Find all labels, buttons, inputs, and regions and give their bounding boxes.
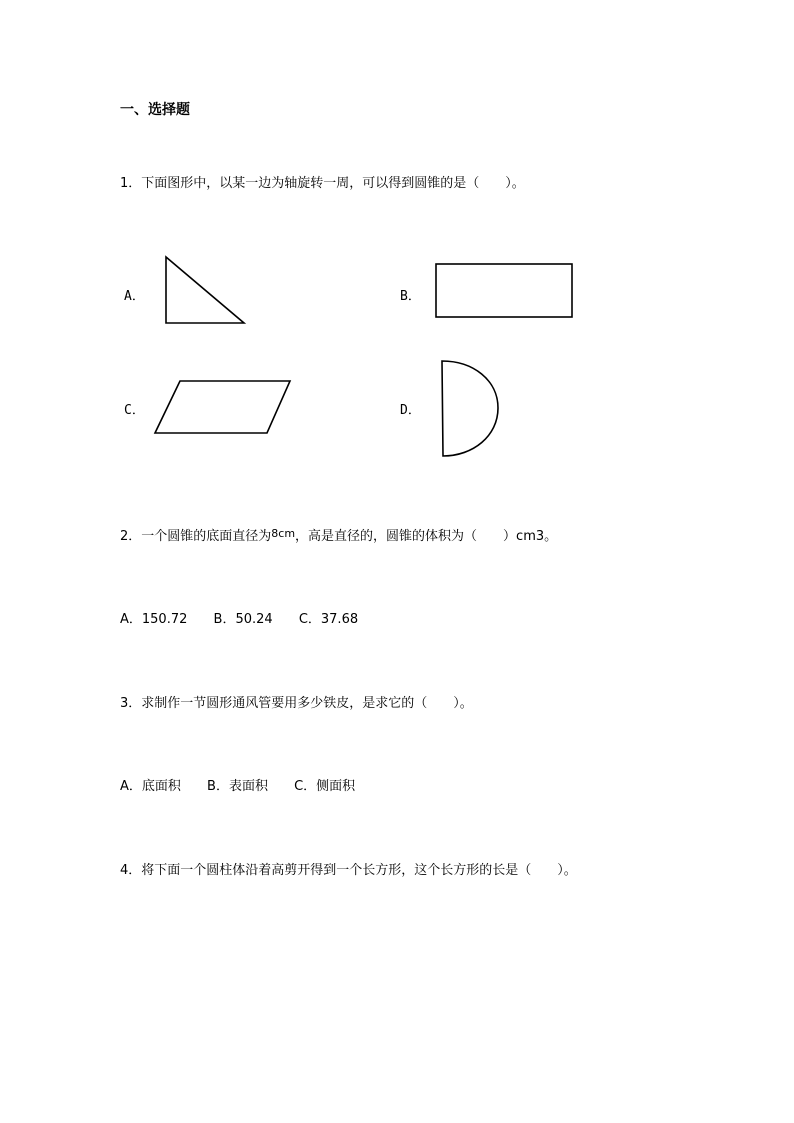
question-1-text: 1．下面图形中，以某一边为轴旋转一周，可以得到圆锥的是（ ）。 (120, 176, 525, 191)
q2-option-c: C．37.68 (298, 612, 359, 627)
q1-option-c-label: C． (124, 403, 145, 418)
q3-option-b: B．表面积 (207, 779, 268, 794)
q3-option-c: C．侧面积 (294, 779, 356, 794)
section-title: 一、选择题 (120, 102, 190, 118)
right-triangle-icon (160, 252, 250, 328)
q3-option-a: A．底面积 (120, 779, 181, 794)
q1-option-a-label: A． (124, 289, 145, 304)
question-2-text (120, 525, 557, 544)
parallelogram-icon (150, 375, 298, 439)
q1-option-b-label: B． (400, 289, 421, 304)
question-3-text: 3．求制作一节圆形通风管要用多少铁皮，是求它的（ ）。 (120, 696, 473, 711)
rectangle-icon (430, 258, 580, 324)
question-3-options (120, 775, 355, 794)
semicircle-icon (436, 356, 506, 462)
q2-text-before: 2．一个圆锥的底面直径为 (120, 529, 272, 544)
question-4-text: 4．将下面一个圆柱体沿着高剪开得到一个长方形，这个长方形的长是（ ）。 (120, 863, 577, 878)
q2-text-after: ，高是直径的，圆锥的体积为（ ）cm3。 (295, 529, 558, 544)
q2-option-b: B．50.24 (213, 612, 273, 627)
q2-option-a: A．150.72 (120, 612, 188, 627)
question-2-options (120, 608, 358, 627)
q1-option-d-label: D． (400, 403, 421, 418)
q2-diameter-value: 8cm (271, 527, 296, 540)
